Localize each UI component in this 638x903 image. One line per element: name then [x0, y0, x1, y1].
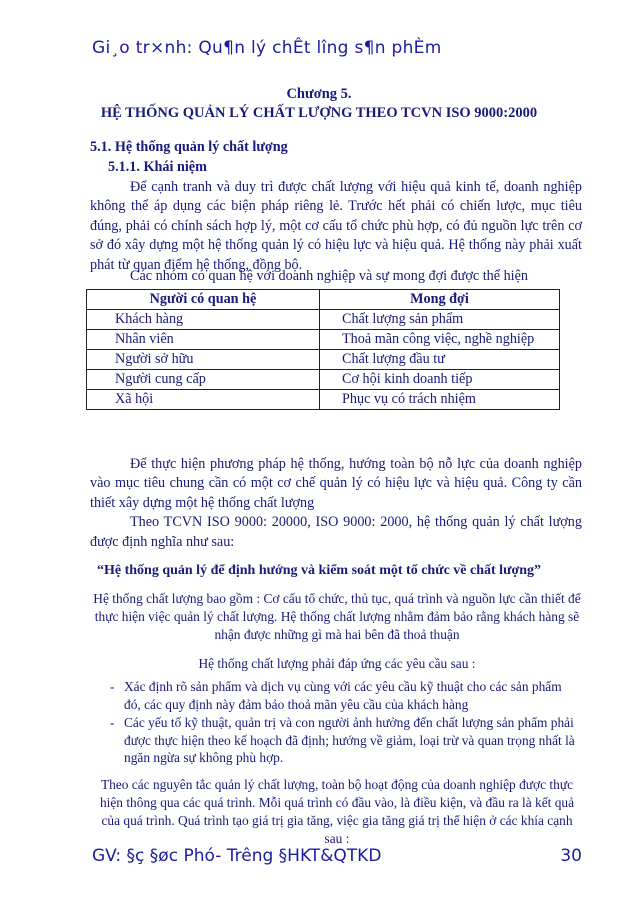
table-cell: Chất lượng sản phẩm	[320, 310, 560, 330]
dash-icon: -	[110, 679, 115, 694]
table-cell: Người sở hữu	[87, 350, 320, 370]
footer-author: GV: §ç §øc Phó- Trêng §HKT&QTKD	[92, 846, 382, 866]
paragraph-4: Hệ thống chất lượng bao gồm : Cơ cấu tổ chức, thủ tục, quá trình và nguồn lực cần thiết để thực hiện việc quản lý chất lượng. Hệ thống chất lượng nhằm đảm bảo rằng khách hàng sẽ nhận được những gì mà hai bên đã thoả thuận	[93, 591, 581, 642]
page-header: Gi¸o tr×nh: Qu¶n lý chÊt lîng s¶n phÈm	[92, 38, 442, 58]
table-row	[87, 390, 560, 410]
page-footer	[92, 846, 582, 866]
table-cell: Cơ hội kinh doanh tiếp	[320, 370, 560, 390]
table-row	[87, 310, 560, 330]
section-heading: 5.1. Hệ thống quản lý chất lượng	[90, 139, 288, 155]
table-cell: Thoả mãn công việc, nghề nghiệp	[320, 330, 560, 350]
table-cell: Nhân viên	[87, 330, 320, 350]
table-row	[87, 370, 560, 390]
page-number: 30	[560, 846, 582, 866]
table-header-cell: Người có quan hệ	[87, 290, 320, 310]
paragraph-3: Theo TCVN ISO 9000: 20000, ISO 9000: 2000, hệ thống quản lý chất lượng được định nghĩa như sau:	[90, 514, 582, 550]
bullet-item	[110, 714, 579, 767]
table-cell: Người cung cấp	[87, 370, 320, 390]
paragraph-method	[90, 455, 582, 552]
subsection-heading: 5.1.1. Khái niệm	[108, 159, 207, 175]
table-cell: Khách hàng	[87, 310, 320, 330]
table-intro: Các nhóm có quan hệ với doanh nghiệp và sự mong đợi được thể hiện	[130, 268, 529, 284]
stakeholder-table	[86, 289, 560, 410]
paragraph-2: Để thực hiện phương pháp hệ thống, hướng toàn bộ nỗ lực của doanh nghiệp vào mục tiêu chung cần có một cơ chế quản lý có hiệu lực và hiệu quả. Công ty cần thiết xây dựng một hệ thống chất lượng	[90, 456, 582, 511]
table-cell: Phục vụ có trách nhiệm	[320, 390, 560, 410]
table-row	[87, 350, 560, 370]
paragraph-5: Theo các nguyên tắc quản lý chất lượng, toàn bộ hoạt động của doanh nghiệp được thực hiện thông qua các quá trình. Mỗi quá trình có đầu vào, là điều kiện, và đầu ra là kết quả của quá trình. Quá trình tạo giá trị gia tăng, việc gia tăng giá trị thể hiện ở các khía cạnh sau :	[99, 777, 575, 846]
dash-icon: -	[110, 715, 115, 730]
chapter-title: HỆ THỐNG QUẢN LÝ CHẤT LƯỢNG THEO TCVN ISO 9000:2000	[100, 105, 538, 121]
bullet-text: Các yếu tố kỹ thuật, quản trị và con người ảnh hưởng đến chất lượng sản phẩm phải được thực hiện theo kế hoạch đã định; hướng về giảm, loại trừ và quan trọng nhất là ngăn ngừa sự không phù hợp.	[124, 715, 575, 766]
requirements-intro: Hệ thống chất lượng phải đáp ứng các yêu cầu sau :	[198, 656, 476, 671]
paragraph-intro	[90, 178, 582, 275]
bullet-text: Xác định rõ sản phẩm và dịch vụ cùng với các yêu cầu kỹ thuật cho các sản phẩm đó, các quy định này đảm bảo thoả mãn yêu cầu của khách hàng	[124, 679, 562, 712]
bullet-item	[110, 678, 579, 713]
table-header-cell: Mong đợi	[320, 290, 560, 310]
table-row	[87, 330, 560, 350]
table-header-row	[87, 290, 560, 310]
chapter-number: Chương 5.	[286, 86, 352, 102]
definition-quote: “Hệ thống quản lý để định hướng và kiểm soát một tổ chức về chất lượng”	[96, 563, 542, 578]
paragraph-1: Để cạnh tranh và duy trì được chất lượng với hiệu quả kinh tế, doanh nghiệp không thể áp dụng các biện pháp riêng lẻ. Trước hết phải có chiến lược, mục tiêu đúng, phải có chính sách hợp lý, một cơ cấu tổ chức phù hợp, có đủ nguồn lực trên cơ sở đó xây dựng một hệ thống quản lý có hiệu lực và hiệu quả. Hệ thống này phải xuất phát từ quan điểm hệ thống, đồng bộ.	[90, 179, 582, 273]
table-cell: Xã hội	[87, 390, 320, 410]
table-cell: Chất lượng đầu tư	[320, 350, 560, 370]
